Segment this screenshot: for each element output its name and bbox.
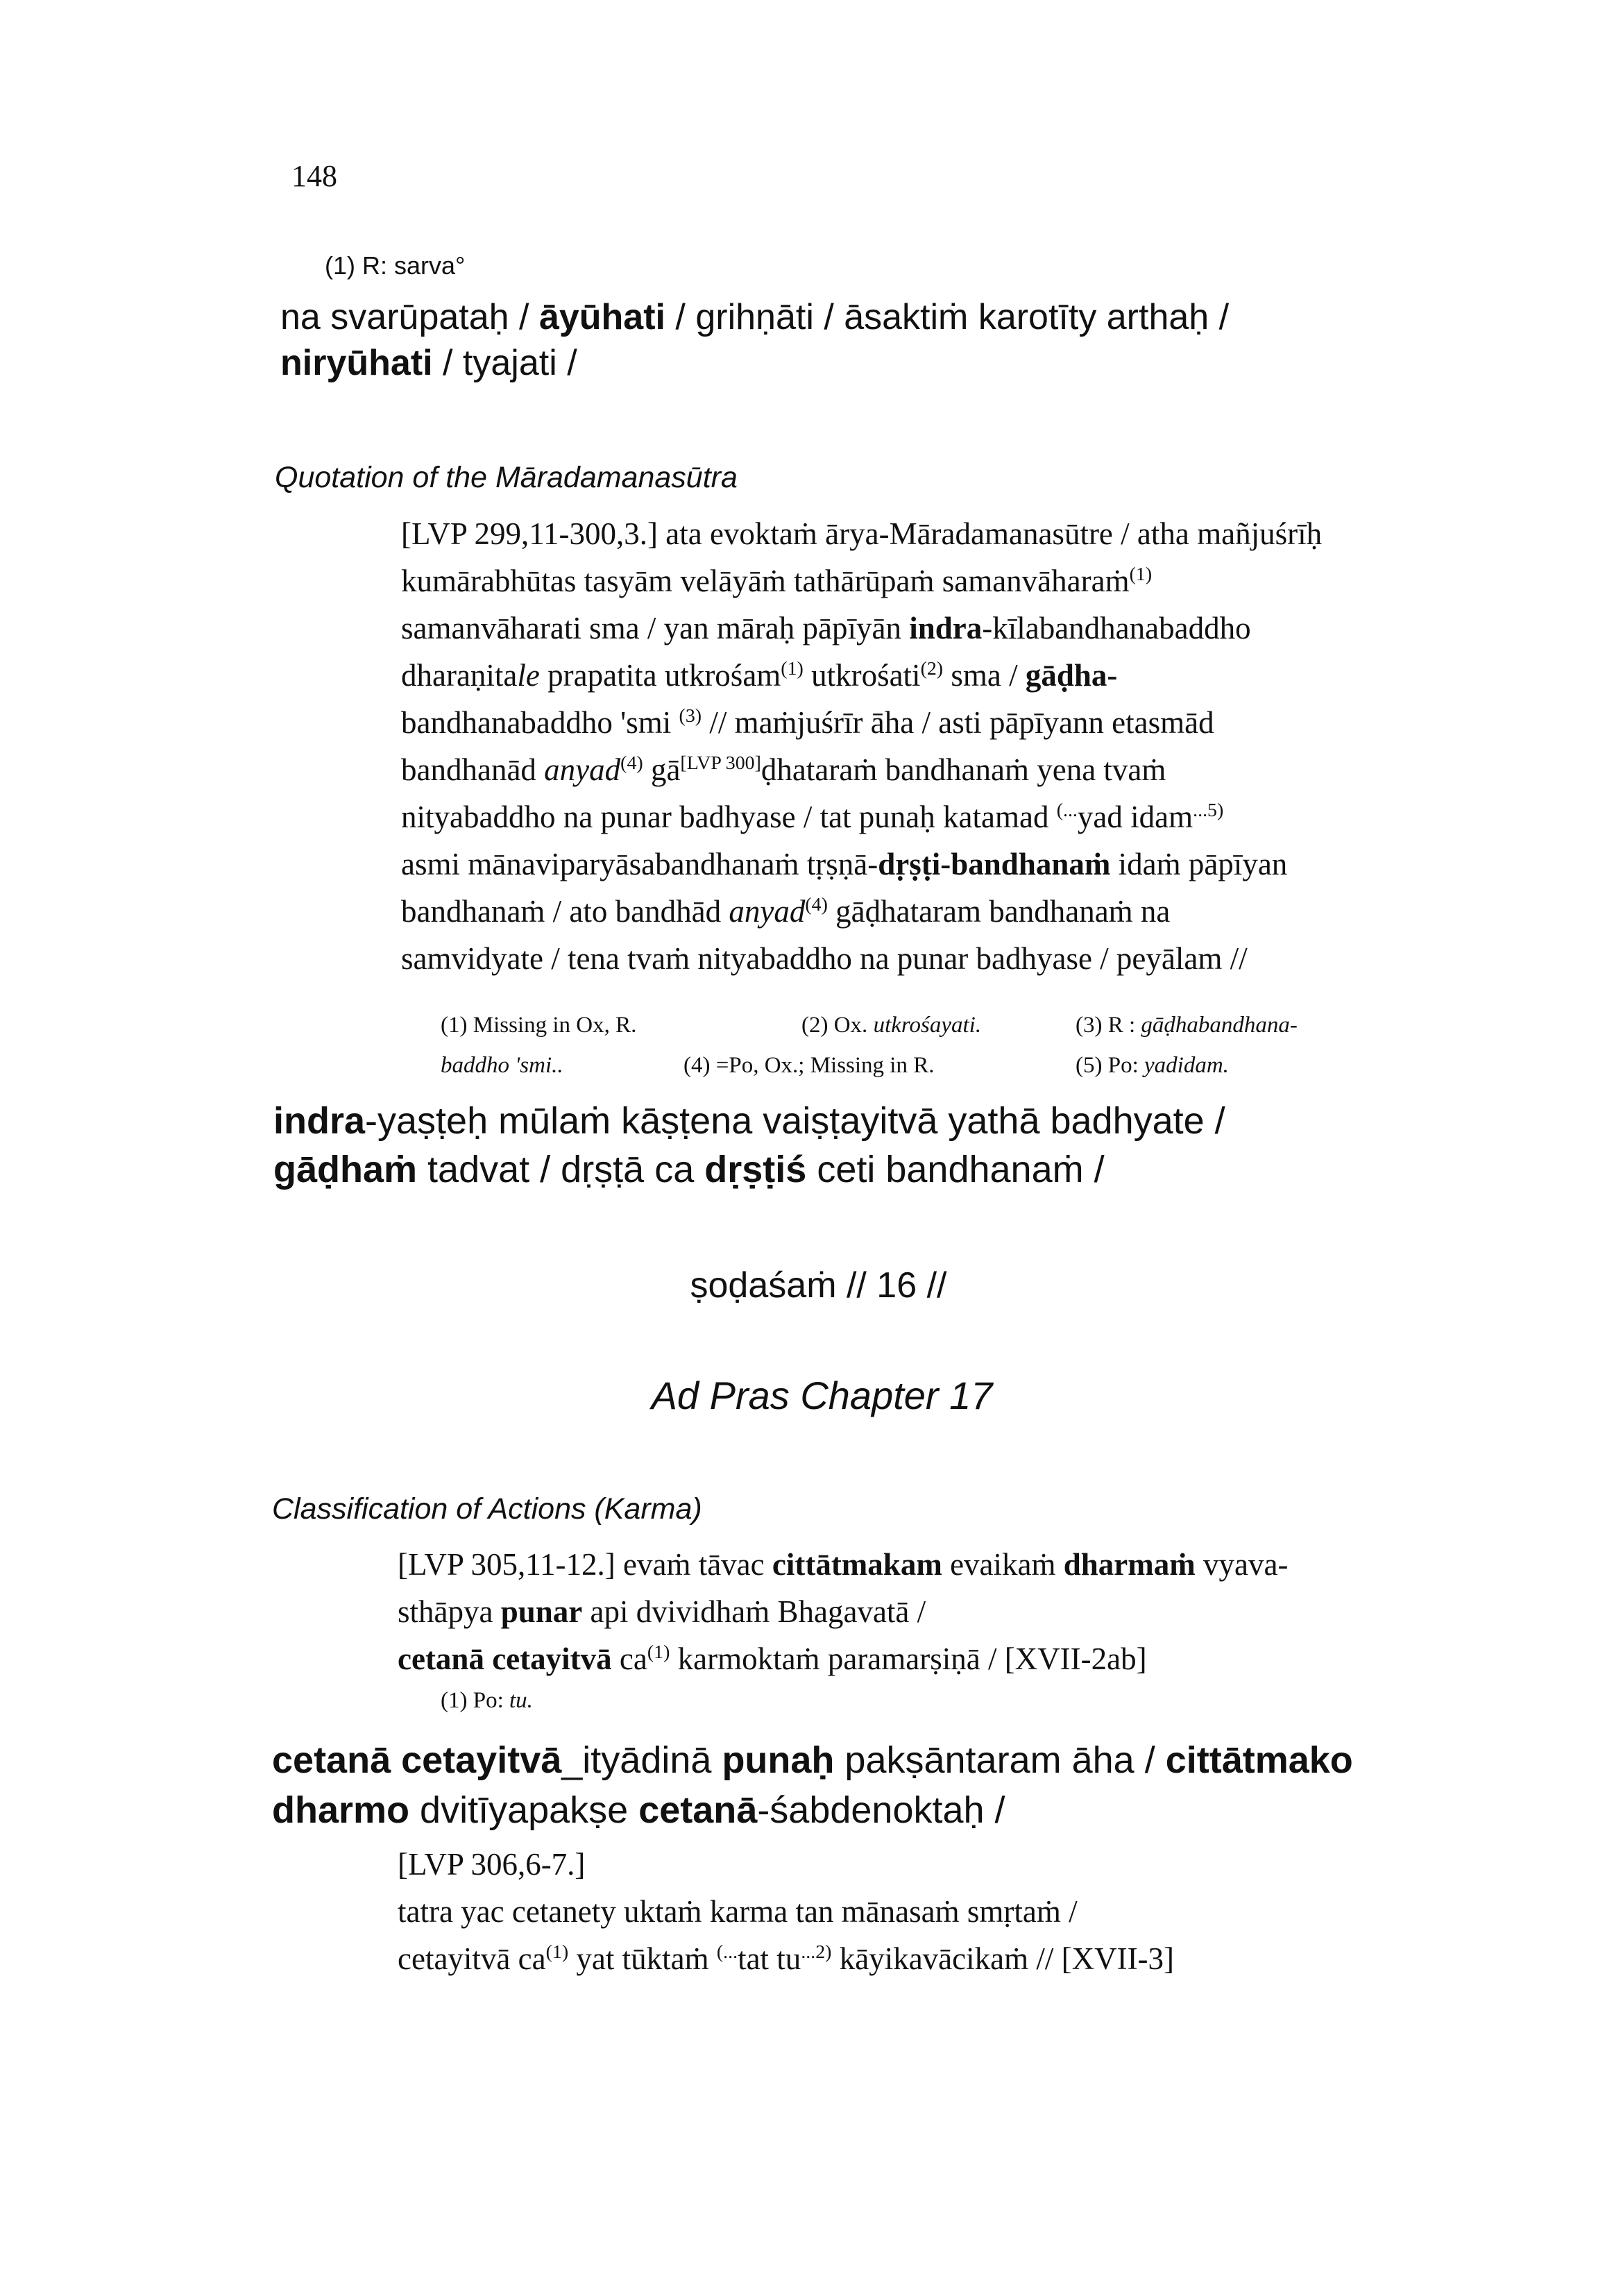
text-line: samvidyate / tena tvaṁ nityabaddho na punar badhyase / peyālam // — [401, 941, 1248, 976]
quote-footnotes — [441, 1005, 1298, 1086]
paragraph-indrayasti — [273, 1097, 1225, 1194]
text-line: niryūhati / tyajati / — [280, 343, 577, 383]
text-line: cetanā cetayitvā_ityādinā punaḥ pakṣāntaram āha / cittātmako — [272, 1739, 1353, 1781]
maradamana-quote — [401, 510, 1322, 982]
lvp306-block — [398, 1841, 1174, 1982]
text-line: cetayitvā $ca^{(1)}$ yat tūktaṁ (...tat $tu^{...2)}$ kāyikavācikaṁ // [XVII-3] — [398, 1941, 1175, 1976]
text-line: dharmo dvitīyapakṣe cetanā-śabdenoktaḥ / — [272, 1789, 1005, 1831]
lvp305-block — [398, 1541, 1288, 1682]
classification-heading: Classification of Actions (Karma) — [272, 1492, 702, 1526]
text-line: cetanā cetayitvā $ca^{(1)}$ karmoktaṁ paramarṣiṇā / [XVII-2ab] — [398, 1641, 1147, 1676]
page-number: 148 — [291, 159, 337, 193]
text-line: sthāpya punar api dvividhaṁ Bhagavatā / — [398, 1594, 926, 1629]
text-line: gāḍhaṁ tadvat / dṛṣṭā ca dṛṣṭiś ceti bandhanaṁ / — [273, 1149, 1105, 1190]
text-line: [LVP 299,11-300,3.] ata evoktaṁ ārya-Māradamanasūtre / atha mañjuśrīḥ — [401, 516, 1323, 551]
text-line: [LVP 305,11-12.] evaṁ tāvac cittātmakam evaikaṁ dharmaṁ vyava- — [398, 1547, 1289, 1582]
text-line: na svarūpataḥ / āyūhati / grihṇāti / āsaktiṁ karotīty arthaḥ / — [280, 297, 1230, 337]
chapter-title: Ad Pras Chapter 17 — [651, 1374, 993, 1417]
footnote-line: baddho 'smi.. (4) =Po, Ox.; Missing in R. (5) Po: yadidam. — [441, 1053, 1229, 1078]
quotation-heading: Quotation of the Māradamanasūtra — [275, 461, 738, 494]
text-line: asmi mānaviparyāsabandhanaṁ tṛṣṇā-dṛṣṭi-bandhanaṁ idaṁ pāpīyan — [401, 847, 1288, 881]
text-line: dharaṇitale prapatita utkrośam$^{(1)}$ utkrośati$^{(2)}$ sma / gāḍha- — [401, 658, 1118, 693]
text-line: bandhanabaddho 'smi $^{(3)}$ // maṁjuśrīr āha / asti pāpīyann etasmād — [401, 705, 1214, 740]
text-line: indra-yaṣṭeḥ mūlaṁ kāṣṭena vaiṣṭayitvā yathā badhyate / — [273, 1100, 1225, 1142]
text-line: nityabaddho na punar badhyase / tat punaḥ katamad (...yad idam$^{...5)}$ — [401, 800, 1224, 834]
text-line: kumārabhūtas tasyām velāyāṁ tathārūpaṁ samanvāharaṁ$^{(1)}$ — [401, 564, 1153, 598]
top-footnote: (1) R: sarva° — [325, 251, 466, 280]
text-line: bandhanaṁ / ato bandhād anyad$^{(4)}$ gāḍhataram bandhanaṁ na — [401, 894, 1171, 929]
footnote-line: (1) Missing in Ox, R. (2) Ox. utkrośayati. (3) R : gāḍhabandhana- — [441, 1013, 1298, 1038]
text-line: bandhanād anyad$^{(4)}$ gā[LVP 300]ḍhataraṁ bandhanaṁ yena tvaṁ — [401, 752, 1166, 787]
text-line: tatra yac cetanety uktaṁ karma tan mānasaṁ smṛtaṁ / — [398, 1894, 1078, 1929]
paragraph-cetana — [272, 1735, 1353, 1835]
text-line: samanvāharati sma / yan māraḥ pāpīyān indra-kīlabandhanabaddho — [401, 611, 1251, 645]
text-line: [LVP 306,6-7.] — [398, 1847, 586, 1882]
section-end: ṣoḍaśaṁ // 16 // — [690, 1265, 947, 1306]
paragraph-ayuhati — [280, 294, 1229, 386]
lvp305-footnote: (1) Po: tu. — [441, 1688, 533, 1713]
